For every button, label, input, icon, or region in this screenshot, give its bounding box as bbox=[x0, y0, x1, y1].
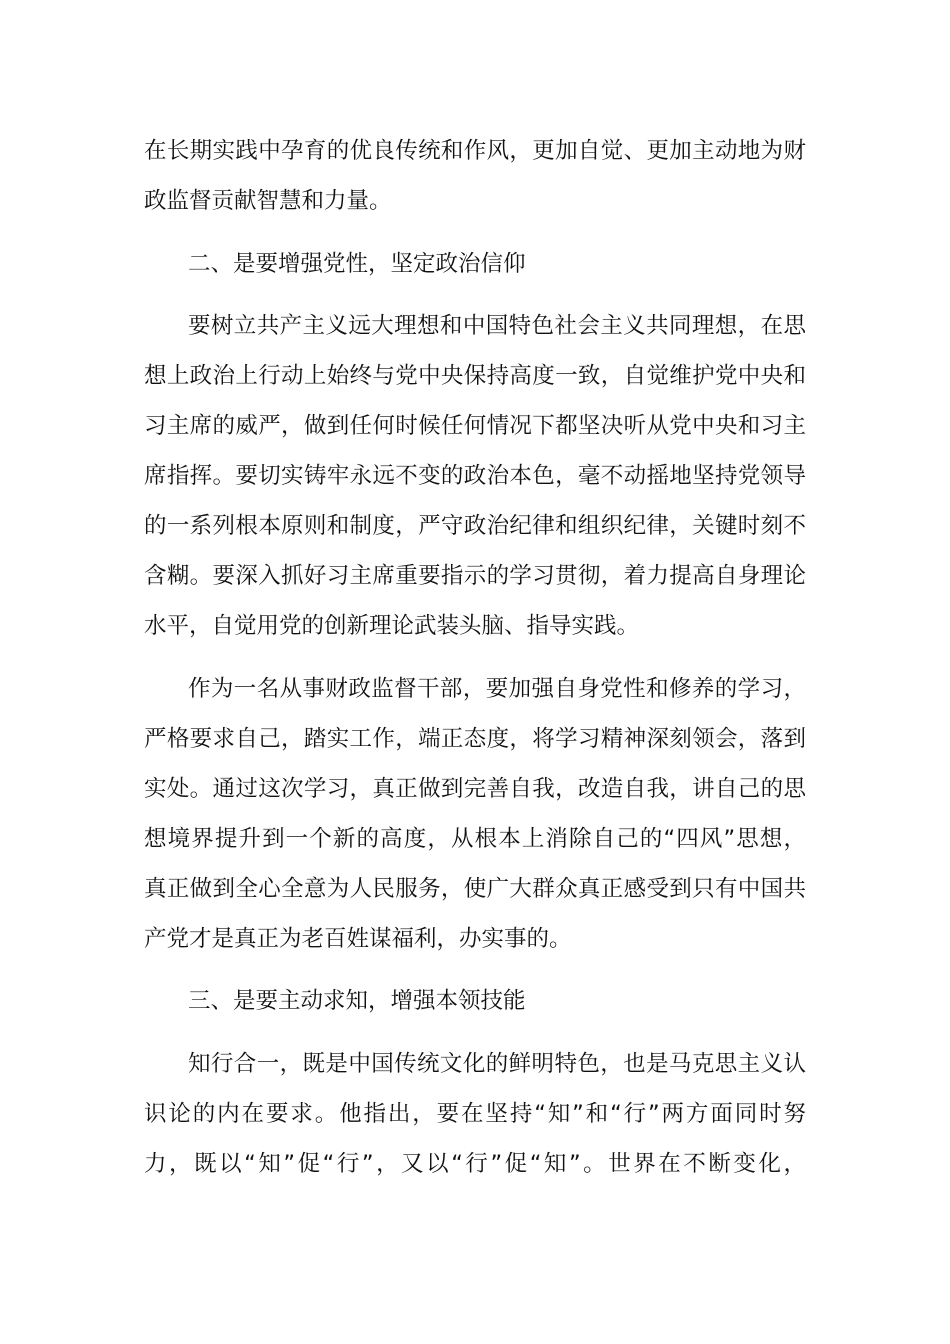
text-line: 习主席的威严，做到任何时候任何情况下都坚决听从党中央和习主 bbox=[144, 413, 806, 439]
text-line: 作为一名从事财政监督干部，要加强自身党性和修养的学习， bbox=[188, 675, 806, 702]
heading-text: 二、是要增强党性，坚定政治信仰 bbox=[188, 250, 526, 277]
text-line: 识论的内在要求。他指出，要在坚持“知”和“行”两方面同时努 bbox=[144, 1100, 806, 1127]
text-line: 水平，自觉用党的创新理论武装头脑、指导实践。 bbox=[144, 613, 640, 639]
text-line: 知行合一，既是中国传统文化的鲜明特色，也是马克思主义认 bbox=[188, 1050, 806, 1077]
text-line: 真正做到全心全意为人民服务，使广大群众真正感受到只有中国共 bbox=[144, 875, 806, 902]
paragraph-supervision-cadre bbox=[144, 664, 806, 964]
text-line: 产党才是真正为老百姓谋福利，办实事的。 bbox=[144, 925, 572, 952]
paragraph-continuation bbox=[144, 126, 806, 226]
text-line: 的一系列根本原则和制度，严守政治纪律和组织纪律，关键时刻不 bbox=[144, 513, 806, 539]
text-line: 想境界提升到一个新的高度，从根本上消除自己的“四风”思想， bbox=[144, 825, 806, 852]
heading-text: 三、是要主动求知，增强本领技能 bbox=[188, 988, 526, 1014]
text-line: 严格要求自己，踏实工作，端正态度，将学习精神深刻领会，落到 bbox=[144, 725, 806, 752]
text-line: 席指挥。要切实铸牢永远不变的政治本色，毫不动摇地坚持党领导 bbox=[144, 463, 806, 489]
document-body bbox=[144, 126, 806, 1201]
paragraph-knowledge-action bbox=[144, 1039, 806, 1189]
text-line: 力，既以“知”促“行”，又以“行”促“知”。世界在不断变化， bbox=[144, 1150, 806, 1177]
section-heading-2 bbox=[144, 239, 806, 289]
text-line: 含糊。要深入抓好习主席重要指示的学习贯彻，着力提高自身理论 bbox=[144, 563, 806, 589]
text-line: 在长期实践中孕育的优良传统和作风，更加自觉、更加主动地为财 bbox=[144, 138, 806, 164]
text-line: 实处。通过这次学习，真正做到完善自我，改造自我，讲自己的思 bbox=[144, 775, 806, 802]
text-line: 要树立共产主义远大理想和中国特色社会主义共同理想，在思 bbox=[188, 313, 806, 339]
text-line: 政监督贡献智慧和力量。 bbox=[144, 188, 392, 214]
section-heading-3 bbox=[144, 976, 806, 1026]
paragraph-political-belief bbox=[144, 301, 806, 651]
text-line: 想上政治上行动上始终与党中央保持高度一致，自觉维护党中央和 bbox=[144, 363, 806, 389]
